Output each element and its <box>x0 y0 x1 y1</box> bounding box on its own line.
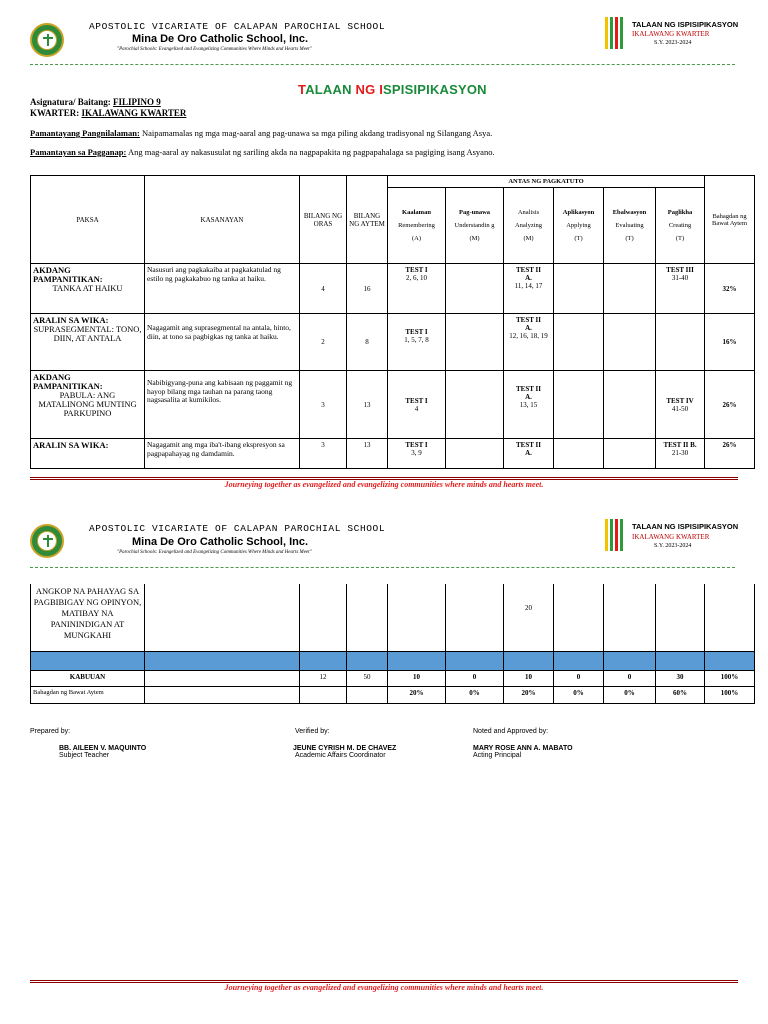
percent-applying: 0% <box>554 686 604 703</box>
doc-quarter: IKALAWANG KWARTER <box>632 30 710 38</box>
row-applying <box>554 314 604 371</box>
row-skill: Nabibigyang-puna ang kabisaan ng paggamit ng hayop bilang mga tauhan na parang taong nagsasalita at kumikilos. <box>145 371 300 439</box>
row-evaluating <box>604 314 656 371</box>
school-name: Mina De Oro Catholic School, Inc. <box>132 536 309 548</box>
row-analyzing: TEST II A. 12, 16, 18, 19 <box>504 314 554 371</box>
content-standard: Pamantayang Pangnilalaman: Naipamamalas ng mga mag-aaral ang pag-unawa sa mga piling akdang tradisyonal ng Silangang Asya. <box>30 128 493 138</box>
page-title: TALAAN NG ISPISIPIKASYON <box>298 82 487 97</box>
table-row <box>31 439 755 469</box>
school-motto: "Parochial Schools: Evangelized and Evangelizing Communities Where Minds and Hearts Meet" <box>117 47 312 52</box>
table-row <box>31 371 755 439</box>
school-year: S.Y. 2023-2024 <box>654 543 692 549</box>
row-understanding <box>446 439 504 469</box>
row-topic: ARALIN SA WIKA: <box>31 439 145 469</box>
row-analyzing: 20 <box>504 584 554 651</box>
row-evaluating <box>604 371 656 439</box>
percent-evaluating: 0% <box>604 686 656 703</box>
doc-title: TALAAN NG ISPISIPIKASYON <box>632 522 739 531</box>
row-percent: 32% <box>705 264 755 314</box>
row-applying <box>554 264 604 314</box>
totals-understanding: 0 <box>446 670 504 686</box>
doc-quarter: IKALAWANG KWARTER <box>632 533 710 541</box>
totals-applying: 0 <box>554 670 604 686</box>
header-kasanayan: KASANAYAN <box>145 176 300 264</box>
row-skill: Nagagamit ang mga iba't-ibang ekspresyon sa pagpapahayag ng damdamin. <box>145 439 300 469</box>
table-row <box>31 264 755 314</box>
school-seal <box>30 23 64 57</box>
row-remembering: TEST I 1, 5, 7, 8 <box>388 314 446 371</box>
row-evaluating <box>604 439 656 469</box>
row-applying <box>554 439 604 469</box>
header-level: Aplikasyon Applying (T) <box>554 188 604 264</box>
row-percent: 16% <box>705 314 755 371</box>
header-level: Ebalwasyon Evaluating (T) <box>604 188 656 264</box>
row-creating: TEST III 31-40 <box>656 264 705 314</box>
row-evaluating <box>604 264 656 314</box>
row-oras: 3 <box>300 439 347 469</box>
row-creating: TEST II B. 21-30 <box>656 439 705 469</box>
percent-total: 100% <box>705 686 755 703</box>
signature-verified: Verified by: JEUNE CYRISH M. DE CHAVEZ Academic Affairs Coordinator <box>293 728 397 759</box>
quarter-line: KWARTER: IKALAWANG KWARTER <box>30 108 187 118</box>
header-level: Analisis Analyzing (M) <box>504 188 554 264</box>
doc-title: TALAAN NG ISPISIPIKASYON <box>632 20 739 29</box>
school-motto: "Parochial Schools: Evangelized and Evangelizing Communities Where Minds and Hearts Meet" <box>117 550 312 555</box>
header-level: Kaalaman Remembering (A) <box>388 188 446 264</box>
row-analyzing: TEST II A. <box>504 439 554 469</box>
vicariate-name: APOSTOLIC VICARIATE OF CALAPAN PAROCHIAL SCHOOL <box>89 21 386 32</box>
row-understanding <box>446 371 504 439</box>
row-aytem: 13 <box>347 439 388 469</box>
percent-understanding: 0% <box>446 686 504 703</box>
row-analyzing: TEST II A. 13, 15 <box>504 371 554 439</box>
header-divider <box>30 567 735 568</box>
signature-prepared: Prepared by: BB. AILEEN V. MAQUINTO Subject Teacher <box>30 728 147 759</box>
header-bahagdan: Bahagdan ng Bawat Aytem <box>705 176 755 264</box>
totals-oras: 12 <box>300 670 347 686</box>
row-topic: ARALIN SA WIKA: SUPRASEGMENTAL: TONO, DIIN, AT ANTALA <box>31 314 145 371</box>
school-name: Mina De Oro Catholic School, Inc. <box>132 33 309 45</box>
signature-approved: Noted and Approved by: MARY ROSE ANN A. MABATO Acting Principal <box>473 728 573 759</box>
row-creating <box>656 314 705 371</box>
row-topic: AKDANG PAMPANITIKAN: TANKA AT HAIKU <box>31 264 145 314</box>
header-aytem: BILANG NG AYTEM <box>347 176 388 264</box>
row-skill: Nagagamit ang suprasegmental na antala, hinto, diin, at tono sa pagbigkas ng tanka at haiku. <box>145 314 300 371</box>
row-oras: 4 <box>300 264 347 314</box>
performance-standard: Pamantayan sa Pagganap: Ang mag-aaral ay nakasusulat ng sariling akda na nagpapakita ng pagpapahalaga sa pagiging isang Asyano. <box>30 147 495 157</box>
totals-evaluating: 0 <box>604 670 656 686</box>
header-level: Pag-unawa Understandin g (M) <box>446 188 504 264</box>
totals-creating: 30 <box>656 670 705 686</box>
vicariate-name: APOSTOLIC VICARIATE OF CALAPAN PAROCHIAL SCHOOL <box>89 523 386 534</box>
table-row <box>31 314 755 371</box>
header-level: Paglikha Creating (T) <box>656 188 705 264</box>
footer-motto: Journeying together as evangelized and evangelizing communities where minds and hearts meet. <box>224 983 544 992</box>
row-analyzing: TEST II A. 11, 14, 17 <box>504 264 554 314</box>
row-skill: Nasusuri ang pagkakaiba at pagkakatulad ng estilo ng pagkakabuo ng tanka at haiku. <box>145 264 300 314</box>
row-aytem: 16 <box>347 264 388 314</box>
header-oras: BILANG NG ORAS <box>300 176 347 264</box>
specification-table <box>30 175 755 469</box>
row-oras: 2 <box>300 314 347 371</box>
row-remembering: TEST I 4 <box>388 371 446 439</box>
school-seal <box>30 524 64 558</box>
row-topic: ANGKOP NA PAHAYAG SA PAGBIBIGAY NG OPINYON, MATIBAY NA PANININDIGAN AT MUNGKAHI <box>31 584 145 651</box>
percent-remembering: 20% <box>388 686 446 703</box>
row-oras: 3 <box>300 371 347 439</box>
row-percent: 26% <box>705 371 755 439</box>
row-understanding <box>446 314 504 371</box>
row-percent: 26% <box>705 439 755 469</box>
header-divider <box>30 64 735 65</box>
row-creating: TEST IV 41-50 <box>656 371 705 439</box>
school-year: S.Y. 2023-2024 <box>654 40 692 46</box>
totals-row <box>31 670 755 686</box>
row-remembering: TEST I 3, 9 <box>388 439 446 469</box>
totals-aytem: 50 <box>347 670 388 686</box>
percent-analyzing: 20% <box>504 686 554 703</box>
percent-label: Bahagdan ng Bawat Aytem <box>31 686 145 703</box>
footer-motto: Journeying together as evangelized and evangelizing communities where minds and hearts meet. <box>224 480 544 489</box>
percent-row <box>31 686 755 703</box>
totals-percent: 100% <box>705 670 755 686</box>
header-paksa: PAKSA <box>31 176 145 264</box>
totals-analyzing: 10 <box>504 670 554 686</box>
row-topic: AKDANG PAMPANITIKAN: PABULA: ANG MATALINONG MUNTING PARKUPINO <box>31 371 145 439</box>
totals-remembering: 10 <box>388 670 446 686</box>
subject-line: Asignatura/ Baitang: FILIPINO 9 <box>30 97 161 107</box>
percent-creating: 60% <box>656 686 705 703</box>
row-applying <box>554 371 604 439</box>
row-aytem: 8 <box>347 314 388 371</box>
header-antas: ANTAS NG PAGKATUTO <box>388 176 705 188</box>
row-aytem: 13 <box>347 371 388 439</box>
specification-table-continued <box>30 584 755 704</box>
row-remembering: TEST I 2, 6, 10 <box>388 264 446 314</box>
row-understanding <box>446 264 504 314</box>
totals-label: KABUUAN <box>31 670 145 686</box>
table-row <box>31 584 755 651</box>
blue-separator-row <box>31 651 755 670</box>
